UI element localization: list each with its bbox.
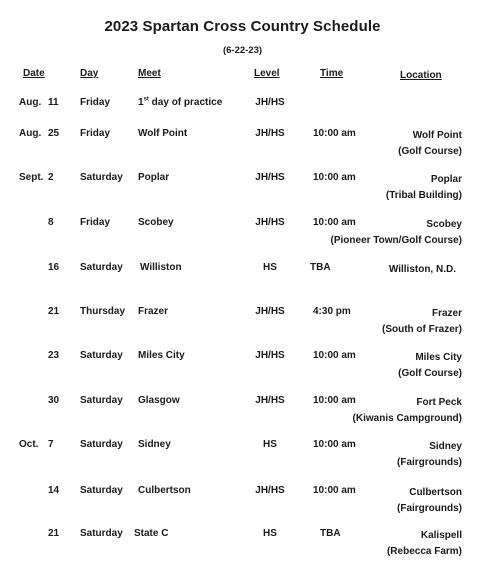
revision-date: (6-22-23) (222, 45, 263, 56)
row-level: HS (263, 528, 277, 539)
row-time: TBA (310, 262, 331, 273)
row-date: 16 (48, 262, 60, 273)
row-date: 7 (48, 439, 54, 450)
row-day: Saturday (80, 395, 123, 406)
row-day: Thursday (80, 306, 126, 317)
row-level: JH/HS (255, 128, 285, 139)
row-meet: Poplar (138, 172, 170, 183)
row-time: 10:00 am (313, 439, 356, 450)
row-month: Aug. (19, 97, 42, 108)
row-location: Sidney (Fairgrounds) (397, 441, 462, 468)
row-location: Miles City (Golf Course) (398, 352, 462, 379)
row-meet: Culbertson (138, 485, 191, 496)
row-level: JH/HS (255, 97, 285, 108)
row-meet: 1st day of practice (138, 96, 223, 108)
row-day: Saturday (80, 528, 123, 539)
row-level: HS (263, 439, 277, 450)
row-date: 2 (48, 172, 54, 183)
page-title: 2023 Spartan Cross Country Schedule (104, 18, 381, 35)
row-location: Culbertson (Fairgrounds) (397, 487, 462, 514)
row-meet: State C (134, 528, 169, 539)
row-location: Poplar (Tribal Building) (385, 174, 462, 201)
row-day: Saturday (80, 350, 123, 361)
row-date: 14 (48, 485, 60, 496)
header-time: Time (320, 68, 344, 79)
row-time: 4:30 pm (313, 306, 351, 317)
row-meet: Scobey (138, 217, 174, 228)
row-meet: Miles City (138, 350, 185, 361)
row-meet: Wolf Point (138, 128, 188, 139)
row-date: 21 (48, 306, 60, 317)
row-time: 10:00 am (313, 395, 356, 406)
row-location: Fort Peck (Kiwanis Campground) (352, 397, 462, 424)
row-time: 10:00 am (313, 172, 356, 183)
row-time: 10:00 am (313, 217, 356, 228)
row-time: TBA (320, 528, 341, 539)
row-day: Friday (80, 128, 111, 139)
row-level: JH/HS (255, 172, 285, 183)
row-level: JH/HS (255, 395, 285, 406)
row-date: 21 (48, 528, 60, 539)
row-meet: Frazer (138, 306, 169, 317)
header-location: Location (400, 70, 442, 81)
header-day: Day (80, 68, 99, 79)
row-time: 10:00 am (313, 485, 356, 496)
row-location: Williston, N.D. (388, 264, 456, 275)
row-level: JH/HS (255, 485, 285, 496)
header-level: Level (254, 68, 280, 79)
row-day: Saturday (80, 439, 123, 450)
row-location: Wolf Point (Golf Course) (398, 130, 462, 157)
row-month: Oct. (19, 439, 39, 450)
row-date: 25 (48, 128, 60, 139)
row-month: Sept. (19, 172, 44, 183)
row-location: Scobey (Pioneer Town/Golf Course) (330, 219, 462, 246)
row-month: Aug. (19, 128, 42, 139)
row-level: JH/HS (255, 350, 285, 361)
row-date: 8 (48, 217, 54, 228)
row-day: Friday (80, 217, 111, 228)
row-day: Saturday (80, 485, 123, 496)
row-location: Kalispell (Rebecca Farm) (386, 530, 462, 557)
header-meet: Meet (138, 68, 161, 79)
header-date: Date (23, 68, 45, 79)
row-time: 10:00 am (313, 350, 356, 361)
row-date: 23 (48, 350, 60, 361)
row-time: 10:00 am (313, 128, 356, 139)
row-day: Friday (80, 97, 111, 108)
row-level: JH/HS (255, 306, 285, 317)
row-date: 30 (48, 395, 60, 406)
row-location: Frazer (South of Frazer) (382, 308, 462, 335)
row-level: HS (263, 262, 277, 273)
row-date: 11 (48, 97, 59, 108)
row-day: Saturday (80, 262, 123, 273)
row-meet: Williston (140, 262, 182, 273)
row-meet: Glasgow (138, 395, 180, 406)
row-day: Saturday (80, 172, 123, 183)
row-level: JH/HS (255, 217, 285, 228)
row-meet: Sidney (138, 439, 171, 450)
